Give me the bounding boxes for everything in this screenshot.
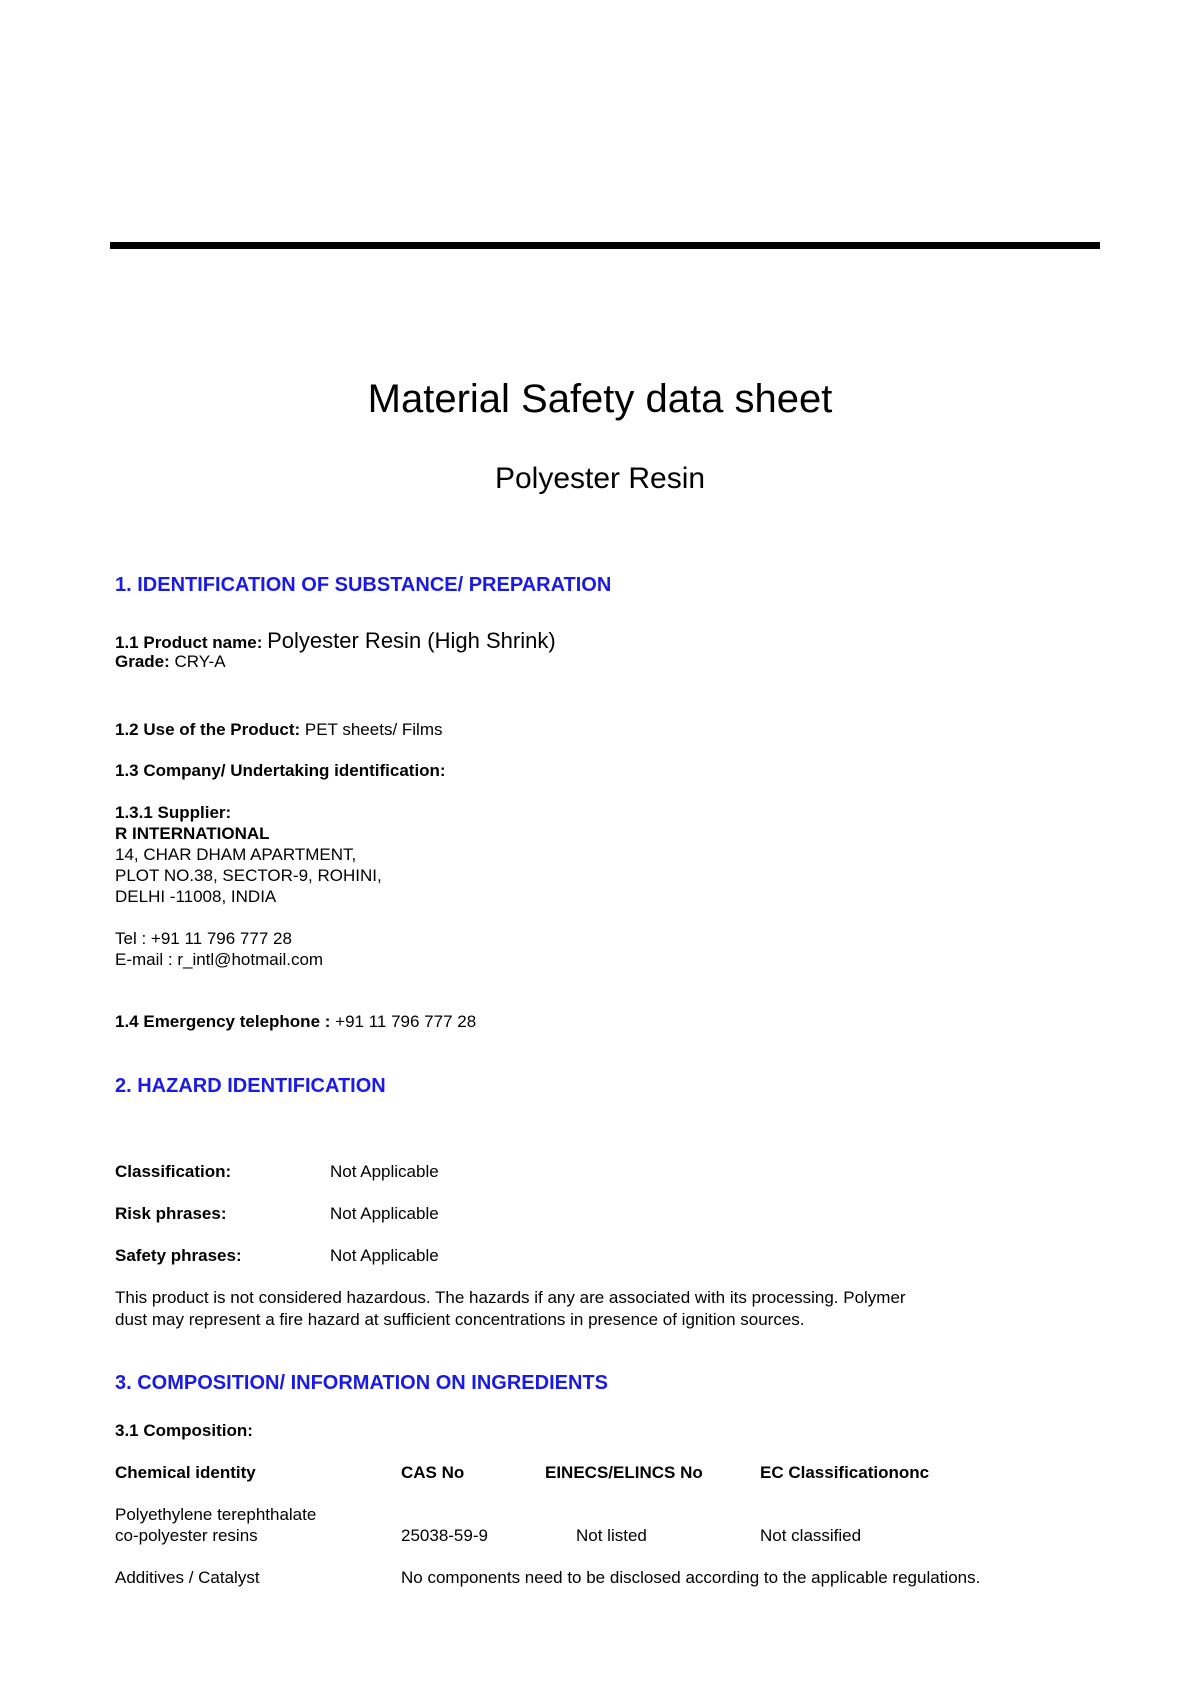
supplier-name: R INTERNATIONAL bbox=[115, 824, 270, 843]
section-3-heading: 3. COMPOSITION/ INFORMATION ON INGREDIENTS bbox=[115, 1372, 608, 1394]
product-name-label: 1.1 Product name: bbox=[115, 633, 263, 652]
use-value: PET sheets/ Films bbox=[304, 720, 443, 739]
section-1-heading: 1. IDENTIFICATION OF SUBSTANCE/ PREPARATION bbox=[115, 574, 612, 596]
classification-value: Not Applicable bbox=[330, 1162, 439, 1181]
additives-note: No components need to be disclosed according to the applicable regulations. bbox=[401, 1568, 981, 1587]
address-line-1: 14, CHAR DHAM APARTMENT, bbox=[115, 845, 357, 864]
identity-line-2: co-polyester resins bbox=[115, 1526, 258, 1545]
document-title: Material Safety data sheet bbox=[367, 377, 833, 421]
emergency-telephone-line bbox=[115, 1012, 476, 1032]
composition-label: 3.1 Composition: bbox=[115, 1421, 253, 1440]
address-line-2: PLOT NO.38, SECTOR-9, ROHINI, bbox=[115, 866, 382, 885]
safety-phrases-label: Safety phrases: bbox=[115, 1246, 242, 1265]
safety-phrases-value: Not Applicable bbox=[330, 1246, 439, 1265]
use-line bbox=[115, 720, 443, 740]
company-label: 1.3 Company/ Undertaking identification: bbox=[115, 761, 446, 780]
header-rule bbox=[110, 242, 1100, 249]
ec-classification-value: Not classified bbox=[760, 1526, 862, 1545]
grade-label: Grade: bbox=[115, 652, 170, 671]
product-name-line bbox=[115, 628, 556, 654]
additives-identity: Additives / Catalyst bbox=[115, 1568, 260, 1587]
section-2-heading: 2. HAZARD IDENTIFICATION bbox=[115, 1075, 386, 1097]
risk-phrases-value: Not Applicable bbox=[330, 1204, 439, 1223]
email: E-mail : r_intl@hotmail.com bbox=[115, 950, 324, 969]
document-subtitle: Polyester Resin bbox=[494, 462, 706, 495]
identity-line-1: Polyethylene terephthalate bbox=[115, 1505, 317, 1524]
emergency-telephone-value: +91 11 796 777 28 bbox=[335, 1012, 477, 1031]
grade-line bbox=[115, 652, 226, 672]
use-label: 1.2 Use of the Product: bbox=[115, 720, 301, 739]
telephone: Tel : +91 11 796 777 28 bbox=[115, 929, 292, 948]
supplier-label: 1.3.1 Supplier: bbox=[115, 803, 232, 822]
column-header-einecs-no: EINECS/ELINCS No bbox=[545, 1463, 703, 1482]
address-line-3: DELHI -11008, INDIA bbox=[115, 887, 277, 906]
hazard-paragraph-line-2: dust may represent a fire hazard at sufficient concentrations in presence of ignition sources. bbox=[115, 1310, 805, 1329]
column-header-ec-classification: EC Classificationonc bbox=[760, 1463, 930, 1482]
column-header-cas-no: CAS No bbox=[401, 1463, 465, 1482]
classification-label: Classification: bbox=[115, 1162, 232, 1181]
einecs-value: Not listed bbox=[576, 1526, 647, 1545]
column-header-chemical-identity: Chemical identity bbox=[115, 1463, 256, 1482]
hazard-paragraph-line-1: This product is not considered hazardous. The hazards if any are associated with its processing. Polymer bbox=[115, 1288, 906, 1307]
cas-number: 25038-59-9 bbox=[401, 1526, 488, 1545]
emergency-telephone-label: 1.4 Emergency telephone : bbox=[115, 1012, 331, 1031]
grade-value: CRY-A bbox=[174, 652, 226, 671]
product-name-value: Polyester Resin (High Shrink) bbox=[267, 628, 556, 653]
risk-phrases-label: Risk phrases: bbox=[115, 1204, 227, 1223]
